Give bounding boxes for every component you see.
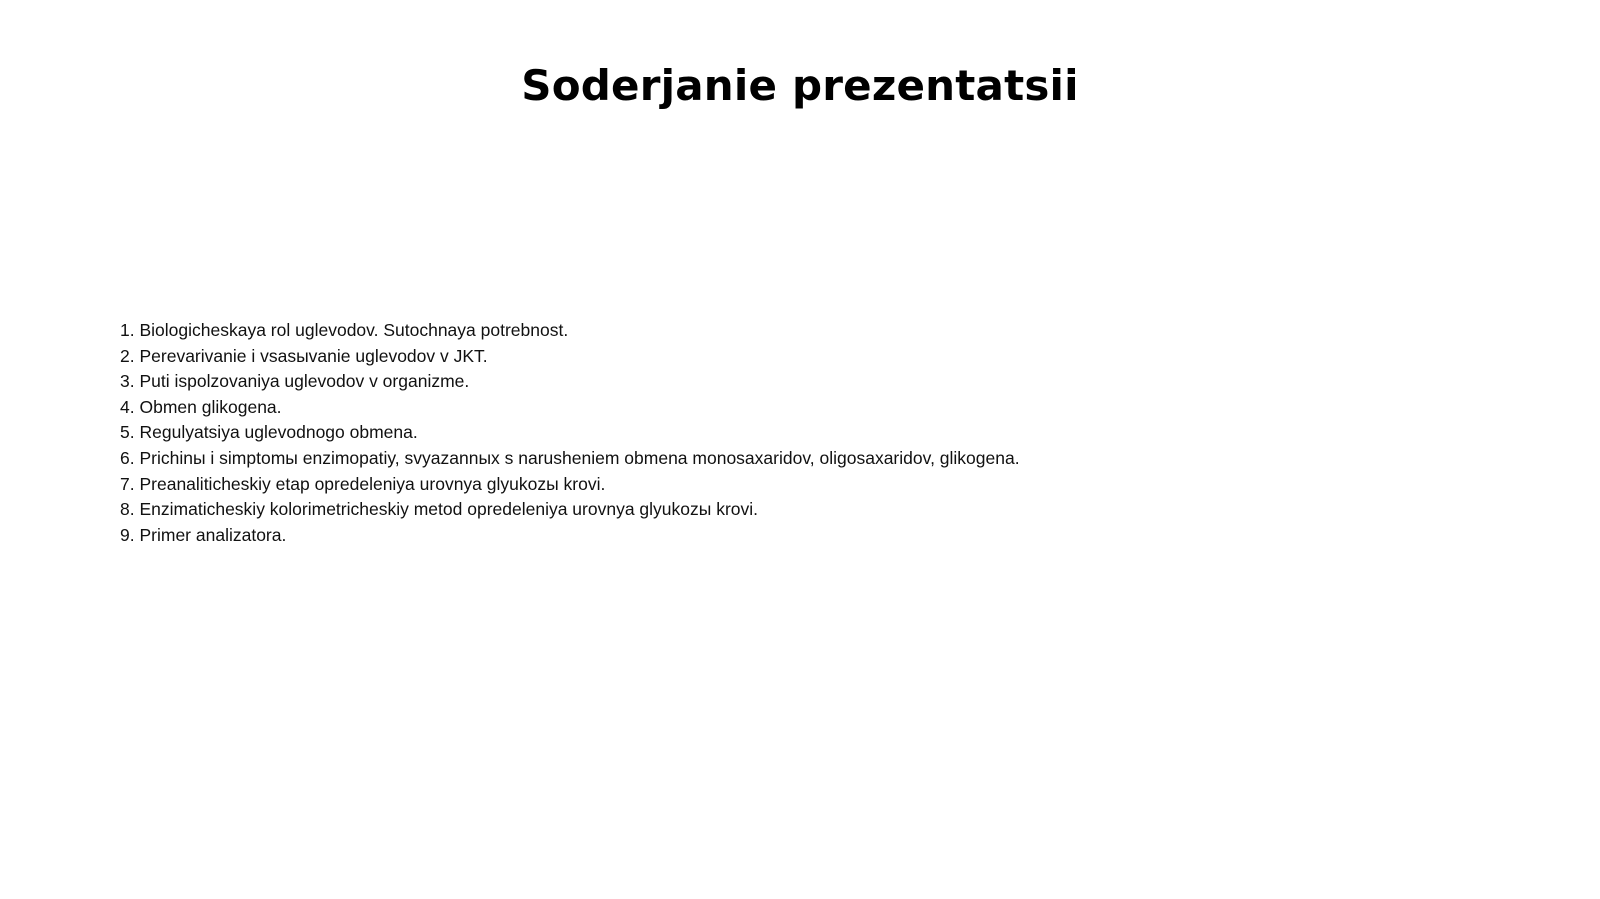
list-item-number: 6. <box>120 447 135 468</box>
list-item-number: 5. <box>120 422 135 443</box>
list-item-text: Preanaliticheskiy etap opredeleniya urovnya glyukozы krovi. <box>139 473 606 494</box>
list-item <box>120 446 1120 472</box>
list-item-text: Enzimaticheskiy kolorimetricheskiy metod opredeleniya urovnya glyukozы krovi. <box>139 499 759 520</box>
list-item <box>120 420 1120 446</box>
list-item <box>120 523 1120 549</box>
slide-title: Soderjanie prezentatsii <box>521 61 1079 110</box>
list-item-text: Puti ispolzovaniya uglevodov v organizme. <box>139 371 470 392</box>
list-item <box>120 318 1120 344</box>
list-item-number: 3. <box>120 371 135 392</box>
list-item <box>120 369 1120 395</box>
list-item <box>120 395 1120 421</box>
list-item-text: Perevarivanie i vsasыvanie uglevodov v JKT. <box>139 345 488 366</box>
list-item-text: Prichinы i simptomы enzimopatiy, svyazannыx s narusheniem obmena monosaxaridov, oligosaxaridov, glikogena. <box>139 447 1020 468</box>
list-item-number: 4. <box>120 396 135 417</box>
list-item-text: Primer analizatora. <box>139 524 287 545</box>
list-item-number: 9. <box>120 524 135 545</box>
list-item-number: 2. <box>120 345 135 366</box>
list-item-number: 7. <box>120 473 135 494</box>
list-item-number: 1. <box>120 320 135 340</box>
list-item-text: Biologicheskaya rol uglevodov. Sutochnaya potrebnost. <box>139 320 569 340</box>
list-item-text: Regulyatsiya uglevodnogo obmena. <box>139 422 418 443</box>
list-item <box>120 344 1120 370</box>
contents-list <box>120 318 1120 548</box>
list-item <box>120 497 1120 523</box>
list-item-text: Obmen glikogena. <box>139 396 282 417</box>
list-item-number: 8. <box>120 499 135 520</box>
list-item <box>120 472 1120 498</box>
